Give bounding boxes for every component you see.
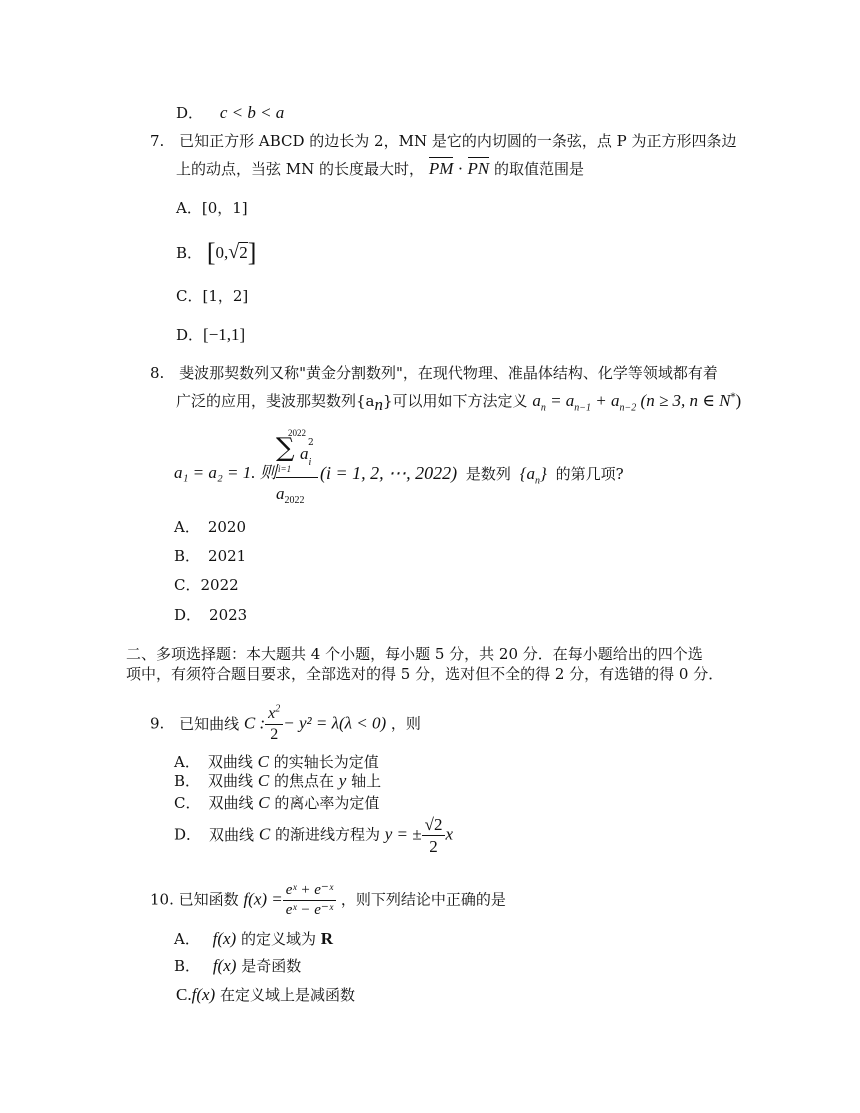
q9-option-d: D． 双曲线 C 的渐进线方程为 y = ± $\frac{√2}{2}$ x: [174, 815, 453, 856]
q10-option-c: C.f(x) 在定义域上是减函数: [176, 985, 355, 1004]
q9-option-a: A． 双曲线 C 的实轴长为定值: [174, 752, 379, 771]
q10-option-b: B． f(x) 是奇函数: [174, 956, 302, 975]
q9-option-b: B． 双曲线 C 的焦点在 y 轴上: [174, 771, 382, 790]
q6-option-d: D． c < b < a: [176, 103, 285, 122]
q7-option-d: D．[−1,1]: [176, 325, 246, 344]
q8-line2: 广泛的应用，斐波那契数列$\{a_n\}$可以用如下方法定义 $a_n = a_{n-1} + a_{n-2}$ (n ≥ 3, n ∈ N*): [176, 391, 742, 414]
q8-option-c: C．2022: [174, 576, 239, 594]
q8-line1: 8. 斐波那契数列又称"黄金分割数列"，在现代物理、准晶体结构、化学等领域都有着: [150, 364, 718, 382]
q9-stem: 9. 已知曲线 C : $\frac{x^2}{2}$ − y² = λ(λ < 0) ，则: [150, 703, 421, 743]
q7-line2: 上的动点，当弦 MN 的长度最大时， PM · PN 的取值范围是: [176, 159, 585, 178]
q10-option-a: A． f(x) 的定义域为 R: [174, 929, 334, 948]
q10-stem: 10. 已知函数 f(x) = $\frac{\text{eˣ + e⁻ˣ}}{\text{eˣ − e⁻ˣ}}$ ，则下列结论中正确的是: [150, 882, 506, 918]
q7-option-b: B． [0,√2]: [176, 238, 257, 267]
q9-option-c: C． 双曲线 C 的离心率为定值: [174, 793, 380, 812]
q7-option-c: C．[1，2]: [176, 287, 249, 305]
q8-option-d: D． 2023: [174, 606, 248, 624]
q8-line3-end: (i = 1, 2, ⋯, 2022) 是数列 $\{a_n\}$ 的第几项?: [320, 463, 624, 487]
q8-line3-start: a₁ = a₂ = 1. 则: [174, 463, 277, 482]
q8-option-b: B． 2021: [174, 547, 247, 565]
section2-line2: 项中，有须符合题目要求，全部选对的得 5 分，选对但不全的得 2 分，有选错的得 0 分．: [126, 665, 724, 683]
section2-line1: 二、多项选择题：本大题共 4 个小题，每小题 5 分，共 20 分．在每小题给出的四个选: [126, 645, 703, 663]
q8-sum-fraction: 2022 ∑ $a_i$ 2 i=1 $a_{2022}$: [276, 428, 318, 504]
q7-line1: 7. 已知正方形 ABCD 的边长为 2，MN 是它的内切圆的一条弦，点 P 为正方形四条边: [150, 132, 737, 150]
q7-option-a: A．[0，1]: [176, 199, 248, 217]
q8-option-a: A． 2020: [174, 518, 247, 536]
